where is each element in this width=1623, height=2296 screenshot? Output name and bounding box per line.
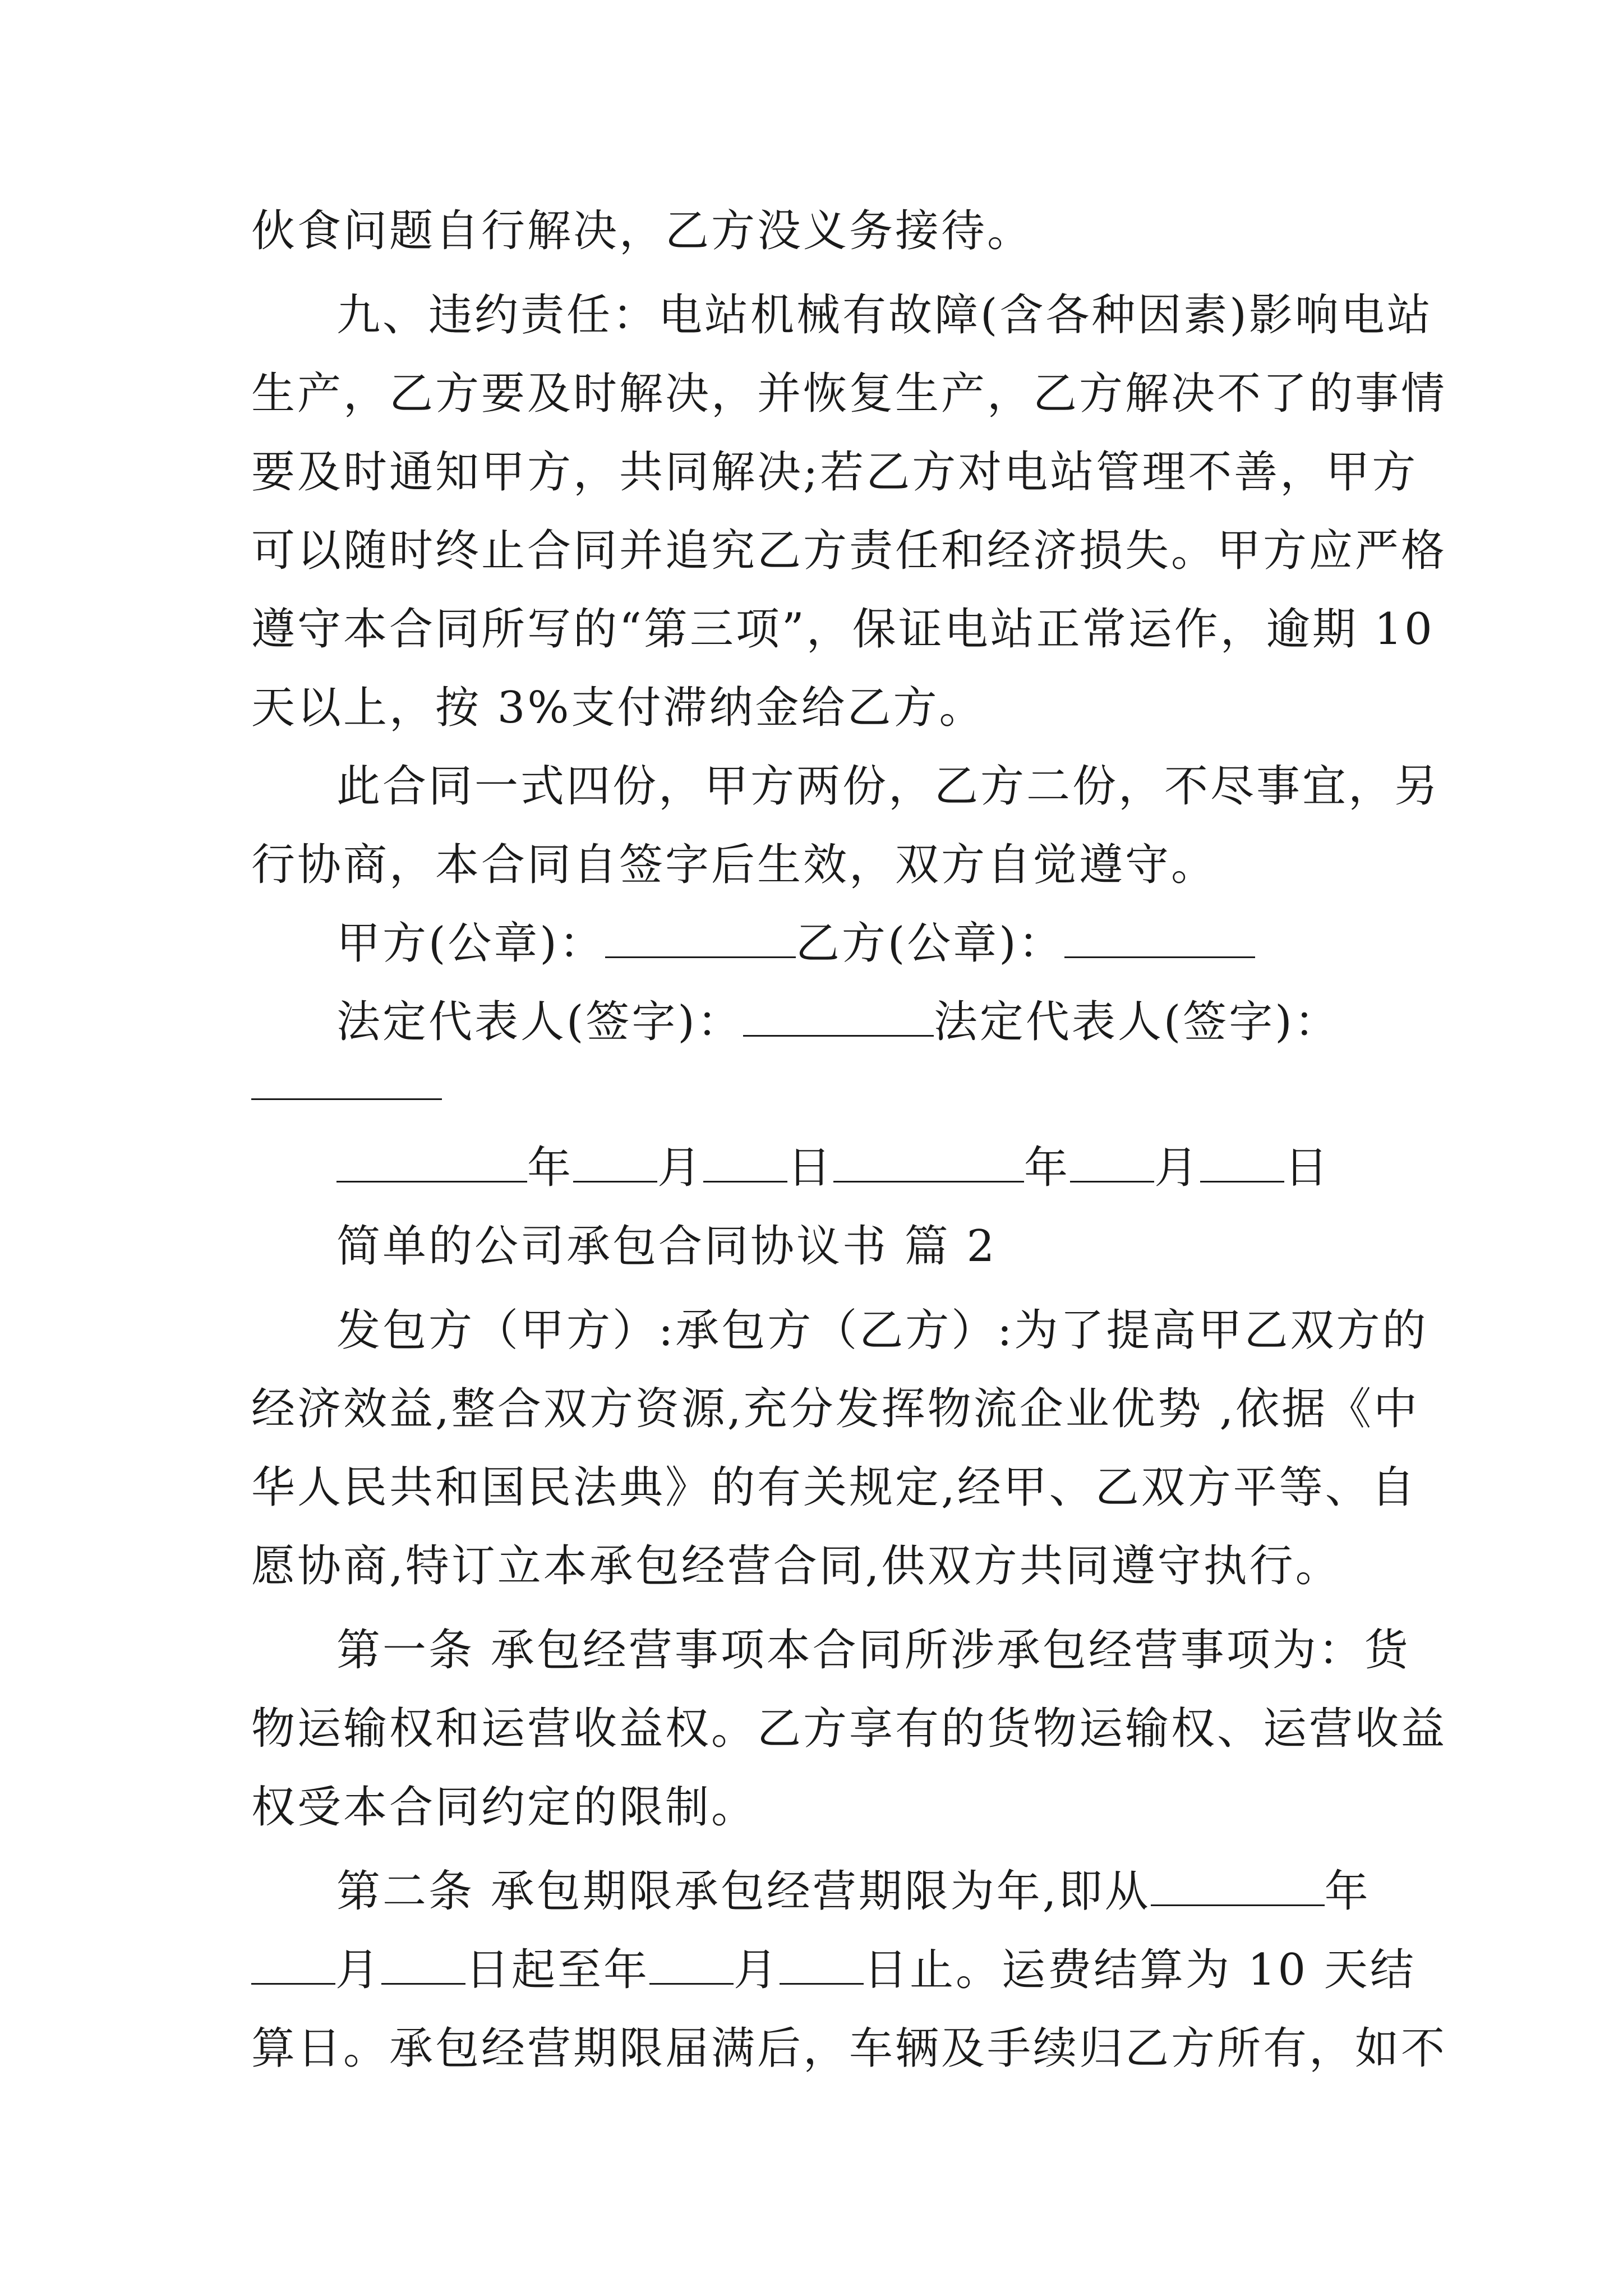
party-b-rep-label: 法定代表人(签字)： — [933, 997, 1340, 1047]
day-label: 日 — [787, 1143, 834, 1193]
article-2-line-1 — [336, 1864, 1382, 1920]
year-label: 年 — [1324, 1866, 1371, 1917]
party-a-seal-blank — [605, 917, 796, 958]
paragraph-line: 遵守本合同所写的“第三项”，保证电站正常运作，逾期 10 — [251, 604, 1435, 655]
article-2-text: 第二条 承包期限承包经营期限为年,即从 — [336, 1866, 1151, 1917]
party-a-rep-label: 法定代表人(签字)： — [336, 997, 743, 1047]
article-2-text: 日起至年 — [465, 1945, 650, 1995]
month-label: 月 — [335, 1945, 382, 1995]
day-blank-a — [703, 1142, 787, 1182]
month-blank-b — [1070, 1142, 1154, 1182]
paragraph-line: 物运输权和运营收益权。乙方享有的货物运输权、运营收益 — [251, 1704, 1447, 1754]
month-label: 月 — [1154, 1143, 1201, 1193]
paragraph-line: 权受本合同约定的限制。 — [251, 1782, 758, 1833]
party-a-rep-blank — [743, 996, 934, 1037]
paragraph-line: 行协商，本合同自签字后生效，双方自觉遵守。 — [251, 840, 1218, 890]
paragraph-line: 天以上，按 3%支付滞纳金给乙方。 — [251, 683, 985, 733]
end-month-blank — [649, 1944, 734, 1985]
paragraph-line: 可以随时终止合同并追究乙方责任和经济损失。甲方应严格 — [251, 526, 1447, 576]
party-a-seal-label: 甲方(公章)： — [336, 918, 605, 969]
paragraph-line: 经济效益,整合双方资源,充分发挥物流企业优势 ,依据《中 — [251, 1384, 1420, 1434]
paragraph-line: 发包方（甲方）:承包方（乙方）:为了提高甲乙双方的 — [336, 1305, 1428, 1356]
paragraph-line: 愿协商,特订立本承包经营合同,供双方共同遵守执行。 — [251, 1541, 1341, 1591]
signature-line-rep — [336, 994, 1382, 1050]
article-2-line-2 — [251, 1942, 1416, 1998]
paragraph-line: 伙食问题自行解决，乙方没义务接待。 — [251, 206, 1034, 256]
end-day-blank — [780, 1944, 864, 1985]
year-label: 年 — [1024, 1143, 1071, 1193]
paragraph-line: 第一条 承包经营事项本合同所涉承包经营事项为：货 — [336, 1625, 1410, 1676]
paragraph-line: 算日。承包经营期限届满后，车辆及手续归乙方所有，如不 — [251, 2023, 1447, 2074]
party-b-seal-label: 乙方(公章)： — [795, 918, 1064, 969]
article-2-text: 日止。运费结算为 10 天结 — [864, 1945, 1416, 1995]
paragraph-line: 此合同一式四份，甲方两份，乙方二份，不尽事宜，另 — [336, 761, 1441, 812]
year-blank-b — [833, 1142, 1024, 1182]
start-month-blank — [251, 1944, 335, 1985]
day-blank-b — [1200, 1142, 1284, 1182]
paragraph-line: 华人民共和国民法典》的有关规定,经甲、乙双方平等、自 — [251, 1462, 1417, 1513]
party-b-seal-blank — [1064, 917, 1255, 958]
year-label: 年 — [527, 1143, 574, 1193]
year-blank-a — [336, 1142, 527, 1182]
paragraph-line: 要及时通知甲方，共同解决;若乙方对电站管理不善，甲方 — [251, 447, 1418, 498]
start-day-blank — [381, 1944, 465, 1985]
start-year-blank — [1151, 1865, 1325, 1906]
month-label: 月 — [657, 1143, 704, 1193]
month-blank-a — [573, 1142, 657, 1182]
section-heading: 简单的公司承包合同协议书 篇 2 — [336, 1221, 997, 1272]
day-label: 日 — [1284, 1143, 1331, 1193]
date-line — [336, 1140, 1382, 1196]
paragraph-line: 九、违约责任：电站机械有故障(含各种因素)影响电站 — [336, 290, 1433, 341]
paragraph-line: 生产，乙方要及时解决，并恢复生产，乙方解决不了的事情 — [251, 369, 1447, 419]
party-b-rep-blank — [251, 1098, 442, 1100]
month-label: 月 — [734, 1945, 780, 1995]
signature-line-seal — [336, 915, 1382, 972]
